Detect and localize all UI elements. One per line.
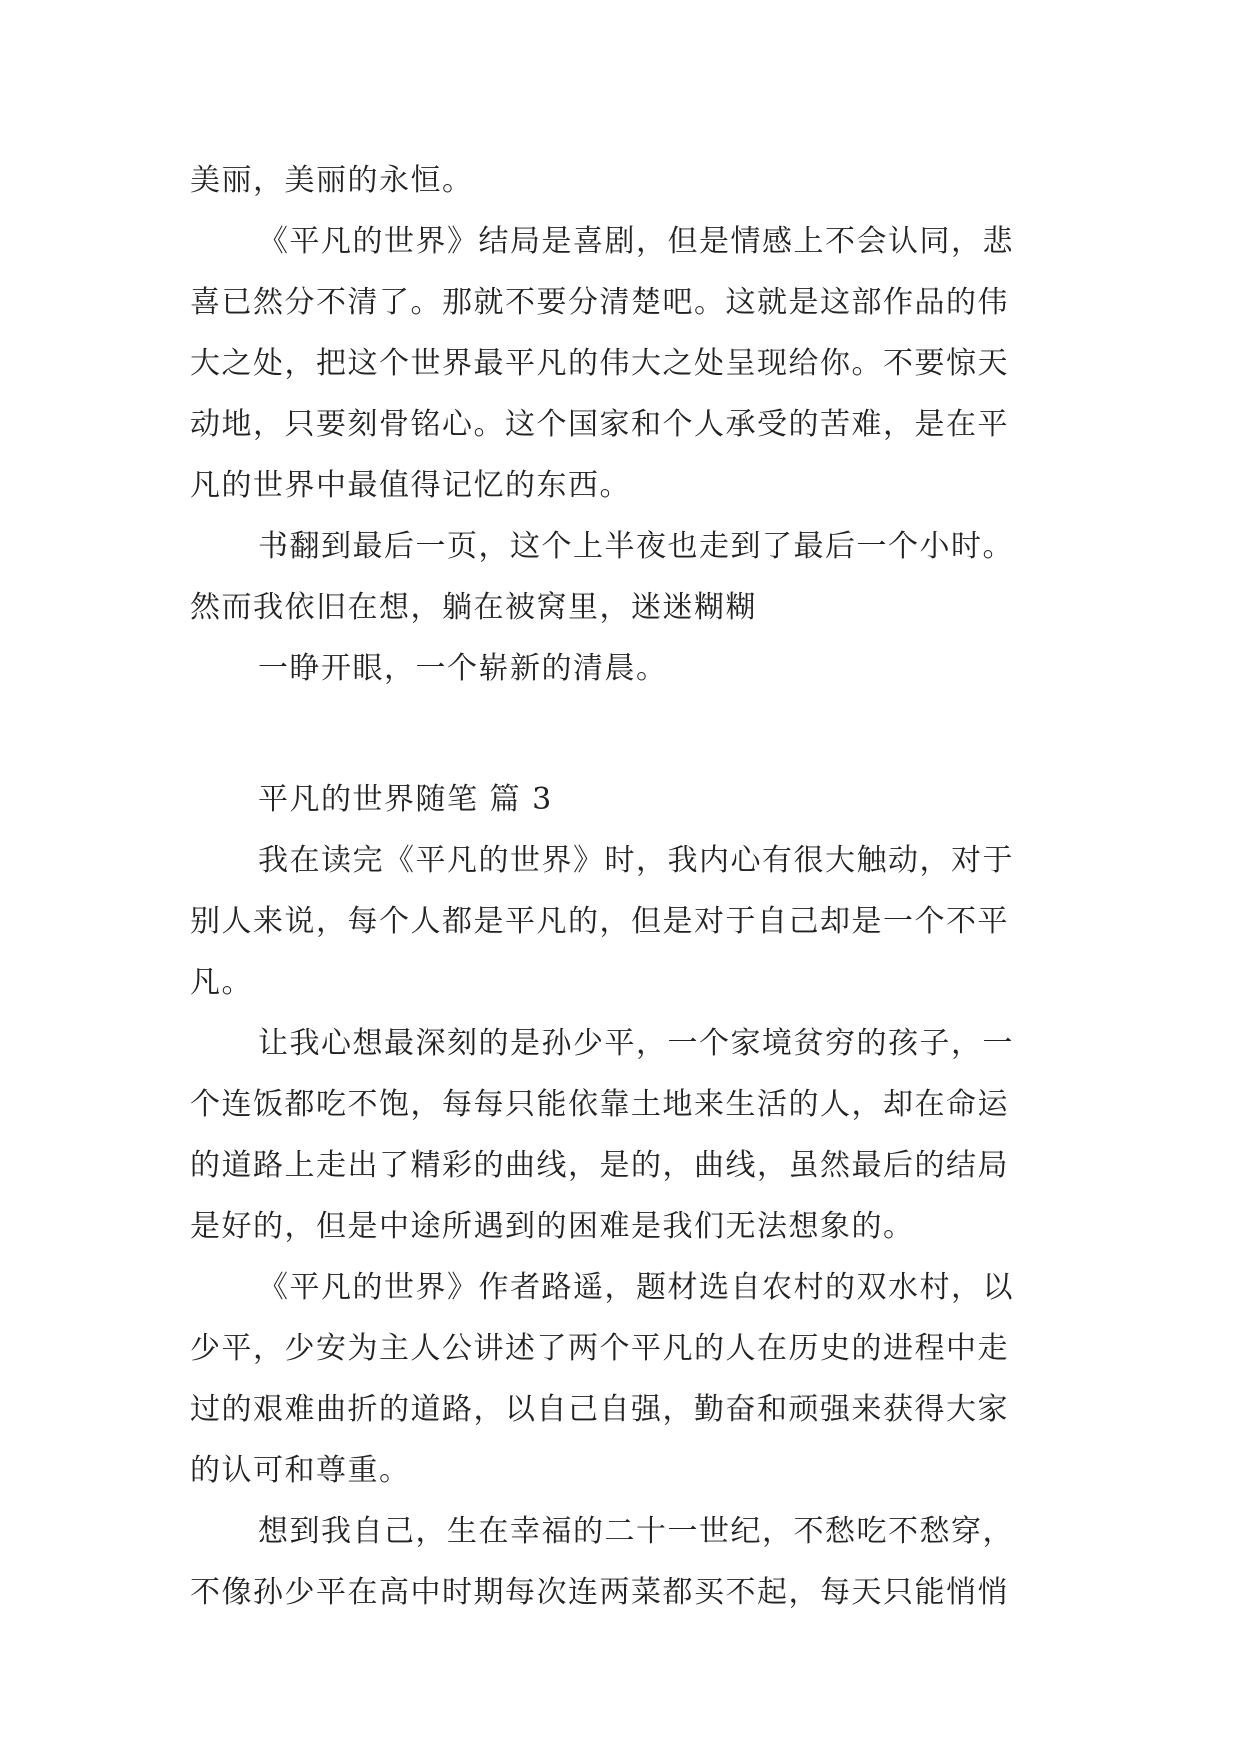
text-line: 不像孙少平在高中时期每次连两菜都买不起，每天只能悄悄 xyxy=(190,1575,1009,1610)
text-line: 我在读完《平凡的世界》时，我内心有很大触动，对于 xyxy=(258,843,1014,878)
text-line: 想到我自己，生在幸福的二十一世纪，不愁吃不愁穿， xyxy=(258,1514,1014,1549)
text-line: 的道路上走出了精彩的曲线，是的，曲线，虽然最后的结局 xyxy=(190,1148,1009,1183)
text-line: 《平凡的世界》作者路遥，题材选自农村的双水村，以 xyxy=(258,1270,1014,1305)
text-line: 大之处，把这个世界最平凡的伟大之处呈现给你。不要惊天 xyxy=(190,346,1009,381)
text-line: 的认可和尊重。 xyxy=(190,1453,411,1488)
text-line: 少平，少安为主人公讲述了两个平凡的人在历史的进程中走 xyxy=(190,1331,1009,1366)
document-page xyxy=(190,150,1060,1623)
text-line: 美丽，美丽的永恒。 xyxy=(190,163,474,198)
paragraph-block-top xyxy=(190,150,1060,699)
text-line: 动地，只要刻骨铭心。这个国家和个人承受的苦难，是在平 xyxy=(190,407,1009,442)
text-line: 喜已然分不清了。那就不要分清楚吧。这就是这部作品的伟 xyxy=(190,285,1009,320)
text-line: 一睁开眼，一个崭新的清晨。 xyxy=(258,651,668,686)
text-line: 凡。 xyxy=(190,965,253,1000)
text-line: 书翻到最后一页，这个上半夜也走到了最后一个小时。 xyxy=(258,529,1014,564)
text-line: 凡的世界中最值得记忆的东西。 xyxy=(190,468,631,503)
text-line: 过的艰难曲折的道路，以自己自强，勤奋和顽强来获得大家 xyxy=(190,1392,1009,1427)
text-line: 然而我依旧在想，躺在被窝里，迷迷糊糊 xyxy=(190,590,757,625)
text-line: 个连饭都吃不饱，每每只能依靠土地来生活的人，却在命运 xyxy=(190,1087,1009,1122)
section-gap xyxy=(190,699,1060,769)
text-line: 别人来说，每个人都是平凡的，但是对于自己却是一个不平 xyxy=(190,904,1009,939)
section-heading: 平凡的世界随笔 篇 3 xyxy=(258,782,553,817)
text-line: 《平凡的世界》结局是喜剧，但是情感上不会认同，悲 xyxy=(258,224,1014,259)
text-line: 让我心想最深刻的是孙少平，一个家境贫穷的孩子，一 xyxy=(258,1026,1014,1061)
paragraph-block-bottom xyxy=(190,830,1060,1623)
text-line: 是好的，但是中途所遇到的困难是我们无法想象的。 xyxy=(190,1209,915,1244)
